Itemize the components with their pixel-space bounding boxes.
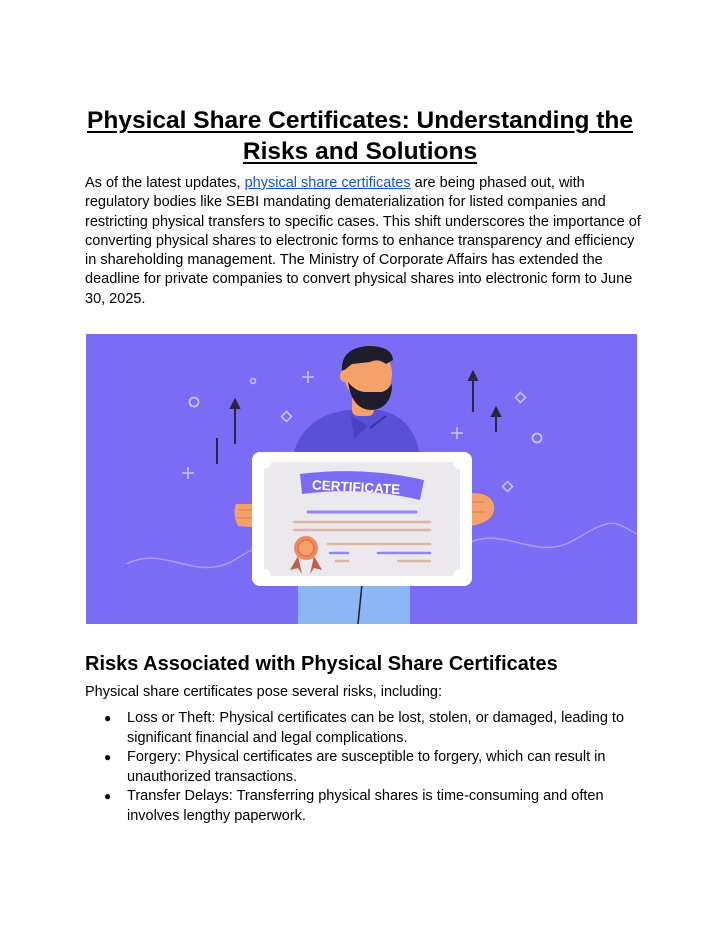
intro-text-start: As of the latest updates, — [85, 175, 245, 191]
bullet-icon: ● — [104, 789, 112, 803]
list-item — [85, 709, 630, 748]
risks-list — [85, 709, 630, 826]
physical-share-certificates-link[interactable]: physical share certificates — [244, 175, 411, 191]
bullet-icon: ● — [104, 750, 112, 764]
certificate-label: CERTIFICATE — [311, 477, 401, 497]
bullet-icon: ● — [104, 711, 112, 725]
page-title: Physical Share Certificates: Understanding the Risks and Solutions — [87, 107, 633, 165]
list-item-text: Loss or Theft: Physical certificates can be lost, stolen, or damaged, leading to significant financial and legal complications. — [127, 710, 625, 746]
list-item — [85, 748, 630, 787]
certificate-illustration — [86, 334, 637, 624]
section-heading: Risks Associated with Physical Share Certificates — [85, 653, 558, 675]
list-item-text: Transfer Delays: Transferring physical shares is time-consuming and often involves lengthy paperwork. — [127, 788, 604, 824]
list-item — [85, 787, 630, 826]
section-lead: Physical share certificates pose several risks, including: — [85, 684, 443, 700]
list-item-text: Forgery: Physical certificates are susceptible to forgery, which can result in unauthorized transactions. — [127, 749, 606, 785]
intro-paragraph — [85, 174, 641, 309]
intro-text-end: are being phased out, with regulatory bodies like SEBI mandating dematerialization for listed companies and restricting physical transfers to specific cases. This shift underscores the importance of converting physical shares to electronic forms to enhance transparency and efficiency in shareholding management. The Ministry of Corporate Affairs has extended the deadline for private companies to convert physical shares into electronic form to June 30, 2025. — [85, 175, 641, 307]
